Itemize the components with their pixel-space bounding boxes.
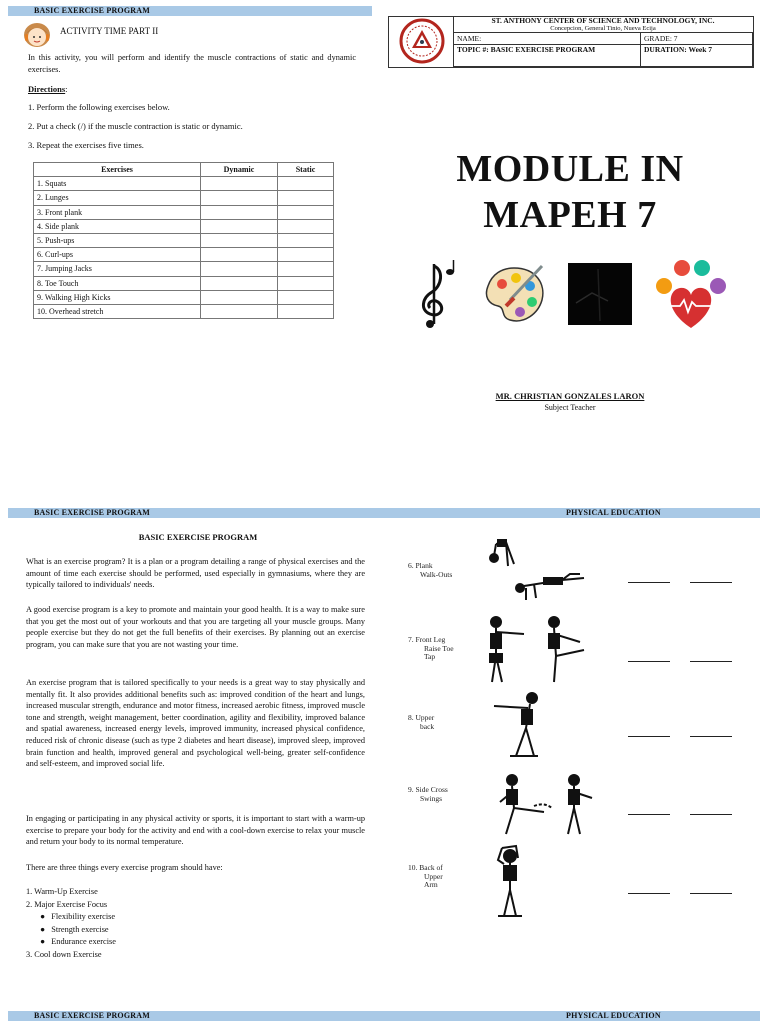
exercise-name: 6. Curl-ups <box>34 248 201 262</box>
program-title: BASIC EXERCISE PROGRAM <box>138 532 258 542</box>
list-item: 3. Cool down Exercise <box>26 949 102 959</box>
exercise-name: 8. Toe Touch <box>34 276 201 290</box>
program-paragraph-1: What is an exercise program? It is a plan or a program detailing a range of physical exercises and the amount of time each exercise should be performed, used especially in gymnasiums, where they are typically tailored to individuals' needs. <box>26 557 365 590</box>
bullet-icon: ● <box>40 924 52 934</box>
activity-intro: In this activity, you will perform and identify the muscle contractions of static and dynamic exercises. <box>28 53 356 74</box>
answer-line[interactable] <box>690 661 732 662</box>
school-seal-icon <box>392 18 452 64</box>
dynamic-cell[interactable] <box>201 276 278 290</box>
art-palette-icon <box>480 262 550 328</box>
step-3: 3. Repeat the exercises five times. <box>28 140 144 150</box>
exercise-label-7: 7. Front Leg Raise Toe Tap <box>408 635 454 661</box>
list-item: ● Flexibility exercise <box>40 912 116 922</box>
dynamic-cell[interactable] <box>201 290 278 304</box>
exercise-name: 3. Front plank <box>34 205 201 219</box>
exercise-name: 4. Side plank <box>34 219 201 233</box>
triceps-stretch-figure-icon <box>486 844 534 920</box>
school-name: ST. ANTHONY CENTER OF SCIENCE AND TECHNOLOGY, INC. <box>491 16 715 25</box>
top-band-label: BASIC EXERCISE PROGRAM <box>34 6 150 15</box>
dynamic-cell[interactable] <box>201 205 278 219</box>
answer-line[interactable] <box>628 893 670 894</box>
exercise-name: 5. Push-ups <box>34 233 201 247</box>
static-cell[interactable] <box>278 233 334 247</box>
girl-avatar-icon <box>20 20 54 50</box>
static-cell[interactable] <box>278 276 334 290</box>
dark-photo-image <box>568 263 632 325</box>
dynamic-cell[interactable] <box>201 177 278 191</box>
school-address: Concepcion, General Tinio, Nueva Ecija <box>550 25 656 32</box>
bottom-band-left-label: BASIC EXERCISE PROGRAM <box>34 1011 150 1020</box>
plank-walkout-figure-icon <box>484 534 588 606</box>
table-row <box>34 177 334 191</box>
table-row <box>34 219 334 233</box>
col-dynamic: Dynamic <box>201 163 278 177</box>
program-paragraph-5: There are three things every exercise program should have: <box>26 863 223 872</box>
table-row <box>34 304 334 318</box>
list-item: 2. Major Exercise Focus <box>26 899 108 909</box>
table-row <box>34 191 334 205</box>
mid-band-left-label: BASIC EXERCISE PROGRAM <box>34 508 150 517</box>
answer-line[interactable] <box>690 582 732 583</box>
static-cell[interactable] <box>278 262 334 276</box>
step-1: 1. Perform the following exercises below. <box>28 102 170 112</box>
list-item: 1. Warm-Up Exercise <box>26 887 98 896</box>
mid-band-right-label: PHYSICAL EDUCATION <box>566 508 661 517</box>
list-item: ● Strength exercise <box>40 924 109 934</box>
directions-label: Directions: <box>28 84 68 94</box>
table-header-row <box>34 163 334 177</box>
bottom-band-right-label: PHYSICAL EDUCATION <box>566 1011 661 1020</box>
table-row <box>34 276 334 290</box>
exercise-table <box>33 162 334 319</box>
exercise-name: 9. Walking High Kicks <box>34 290 201 304</box>
exercise-name: 2. Lunges <box>34 191 201 205</box>
col-static: Static <box>278 163 334 177</box>
duration-label: DURATION: Week 7 <box>641 45 753 67</box>
side-cross-swing-figure-icon <box>494 772 604 838</box>
list-item: ● Endurance exercise <box>40 937 116 947</box>
dynamic-cell[interactable] <box>201 304 278 318</box>
topic-label: TOPIC #: BASIC EXERCISE PROGRAM <box>454 45 641 67</box>
static-cell[interactable] <box>278 191 334 205</box>
answer-line[interactable] <box>628 582 670 583</box>
student-info-table <box>453 32 753 67</box>
music-treble-clef-icon <box>410 258 462 330</box>
dynamic-cell[interactable] <box>201 233 278 247</box>
health-heart-icon <box>652 256 730 332</box>
name-label[interactable]: NAME: <box>454 33 641 45</box>
exercise-label-6: 6. Plank Walk-Outs <box>408 561 453 579</box>
answer-line[interactable] <box>628 814 670 815</box>
activity-title: ACTIVITY TIME PART II <box>60 26 159 36</box>
exercise-label-8: 8. Upper back <box>408 713 435 731</box>
table-row <box>34 290 334 304</box>
grade-label: GRADE: 7 <box>641 33 753 45</box>
static-cell[interactable] <box>278 248 334 262</box>
answer-line[interactable] <box>628 661 670 662</box>
answer-line[interactable] <box>628 736 670 737</box>
table-row <box>34 233 334 247</box>
exercise-name: 10. Overhead stretch <box>34 304 201 318</box>
dynamic-cell[interactable] <box>201 262 278 276</box>
teacher-role: Subject Teacher <box>544 403 596 412</box>
col-exercises: Exercises <box>34 163 201 177</box>
bullet-icon: ● <box>40 937 52 947</box>
static-cell[interactable] <box>278 177 334 191</box>
static-cell[interactable] <box>278 304 334 318</box>
answer-line[interactable] <box>690 814 732 815</box>
module-title-line2: MAPEH 7 <box>483 194 657 236</box>
table-row <box>34 248 334 262</box>
dynamic-cell[interactable] <box>201 191 278 205</box>
dynamic-cell[interactable] <box>201 219 278 233</box>
front-leg-raise-figure-icon <box>484 612 588 686</box>
exercise-label-10: 10. Back of Upper Arm <box>408 863 443 889</box>
dynamic-cell[interactable] <box>201 248 278 262</box>
program-paragraph-3: An exercise program that is tailored specifically to your needs is a great way to stay physically and mentally fit. It also provides additional benefits such as: improved condition of the heart and lungs, increased muscular strength, endurance and motor fitness, increased aerobic fitness, improved muscle tone and strength, weight management, better coordination, agility and flexibility, improved balance and spatial awareness, increased energy levels, improved immunity, increased physical confidence, reduced risk of chronic disease (such as type 2 diabetes and heart disease), improved sleep, improved brain function and health, improved general and psychological well-being, greater self-confidence and self-esteem, and improved social life. <box>26 678 365 769</box>
answer-line[interactable] <box>690 893 732 894</box>
upper-back-figure-icon <box>490 690 550 760</box>
program-paragraph-2: A good exercise program is a key to promote and maintain your good health. It is a way to make sure that you get the most out of your workouts and that you are targeting all your muscle groups. Many people exercise but they do not get the full benefits of their exercises. By planning out an exercise program, you can make sure that you are not wasting your time. <box>26 605 365 649</box>
exercise-name: 7. Jumping Jacks <box>34 262 201 276</box>
module-title-line1: MODULE IN <box>456 148 684 190</box>
bullet-icon: ● <box>40 912 52 922</box>
teacher-name: MR. CHRISTIAN GONZALES LARON <box>495 391 645 401</box>
program-paragraph-4: In engaging or participating in any physical activity or sports, it is important to start with a warm-up exercise to prepare your body for the activity and end with a cool-down exercise to relax your muscle and return your body to its normal temperature. <box>26 814 365 847</box>
step-2: 2. Put a check (/) if the muscle contraction is static or dynamic. <box>28 121 243 131</box>
static-cell[interactable] <box>278 290 334 304</box>
table-row <box>34 205 334 219</box>
program-list <box>26 886 116 962</box>
static-cell[interactable] <box>278 219 334 233</box>
static-cell[interactable] <box>278 205 334 219</box>
exercise-name: 1. Squats <box>34 177 201 191</box>
exercise-label-9: 9. Side Cross Swings <box>408 785 448 803</box>
table-row <box>34 262 334 276</box>
answer-line[interactable] <box>690 736 732 737</box>
